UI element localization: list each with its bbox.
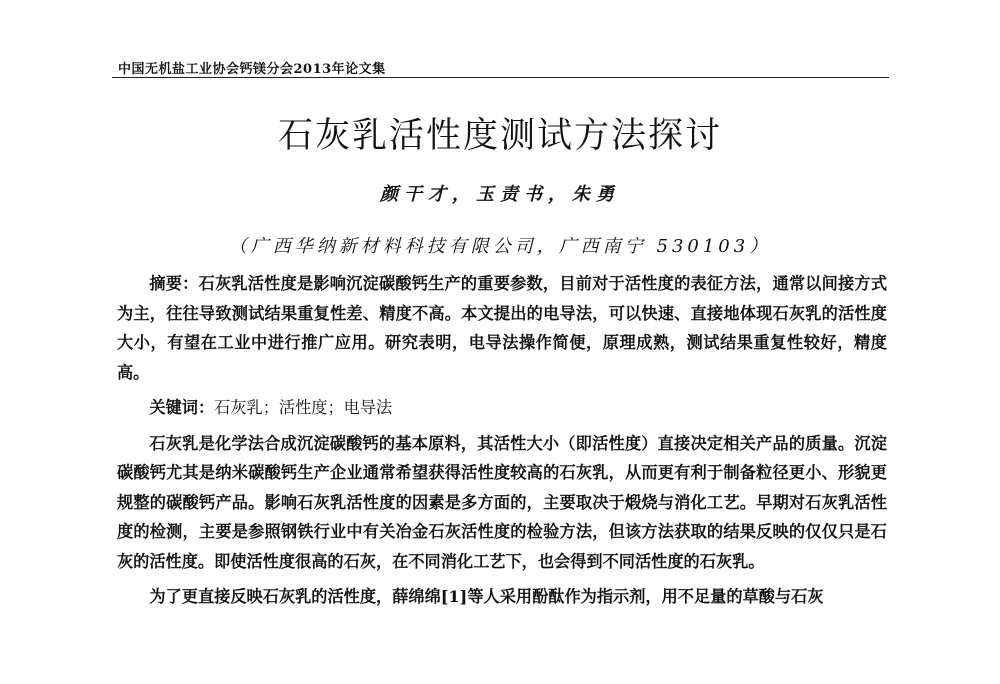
keywords-paragraph: [117, 393, 887, 423]
abstract-paragraph: [117, 269, 887, 387]
abstract-label: 摘要：: [149, 274, 199, 293]
body-paragraph-1: 石灰乳是化学法合成沉淀碳酸钙的基本原料，其活性大小（即活性度）直接决定相关产品的质量。沉淀碳酸钙尤其是纳米碳酸钙生产企业通常希望获得活性度较高的石灰乳，从而更有利于制备粒径更小、形貌更规整的碳酸钙产品。影响石灰乳活性度的因素是多方面的，主要取决于煅烧与消化工艺。早期对石灰乳活性度的检测，主要是参照钢铁行业中有关冶金石灰活性度的检验方法，但该方法获取的结果反映的仅仅只是石灰的活性度。即使活性度很高的石灰，在不同消化工艺下，也会得到不同活性度的石灰乳。: [117, 433, 887, 571]
keywords-label: 关键词：: [149, 398, 215, 417]
paper-affiliation: （广西华纳新材料科技有限公司，广西南宁 530103）: [228, 236, 772, 257]
paper-authors: 颜干才，玉责书，朱勇: [380, 184, 620, 205]
paper-title: 石灰乳活性度测试方法探讨: [277, 116, 722, 156]
running-header: 中国无机盐工业协会钙镁分会2013年论文集: [118, 62, 386, 77]
header-rule: [112, 77, 889, 78]
keywords-text: 石灰乳；活性度；电导法: [214, 398, 393, 417]
paper-body: [117, 269, 887, 618]
abstract-text: 石灰乳活性度是影响沉淀碳酸钙生产的重要参数，目前对于活性度的表征方法，通常以间接方式为主，往往导致测试结果重复性差、精度不高。本文提出的电导法，可以快速、直接地体现石灰乳的活性度大小，有望在工业中进行推广应用。研究表明，电导法操作简便，原理成熟，测试结果重复性较好，精度高。: [117, 274, 888, 382]
body-paragraph-2: 为了更直接反映石灰乳的活性度，薛绵绵[1]等人采用酚酞作为指示剂，用不足量的草酸与石灰: [149, 587, 824, 606]
